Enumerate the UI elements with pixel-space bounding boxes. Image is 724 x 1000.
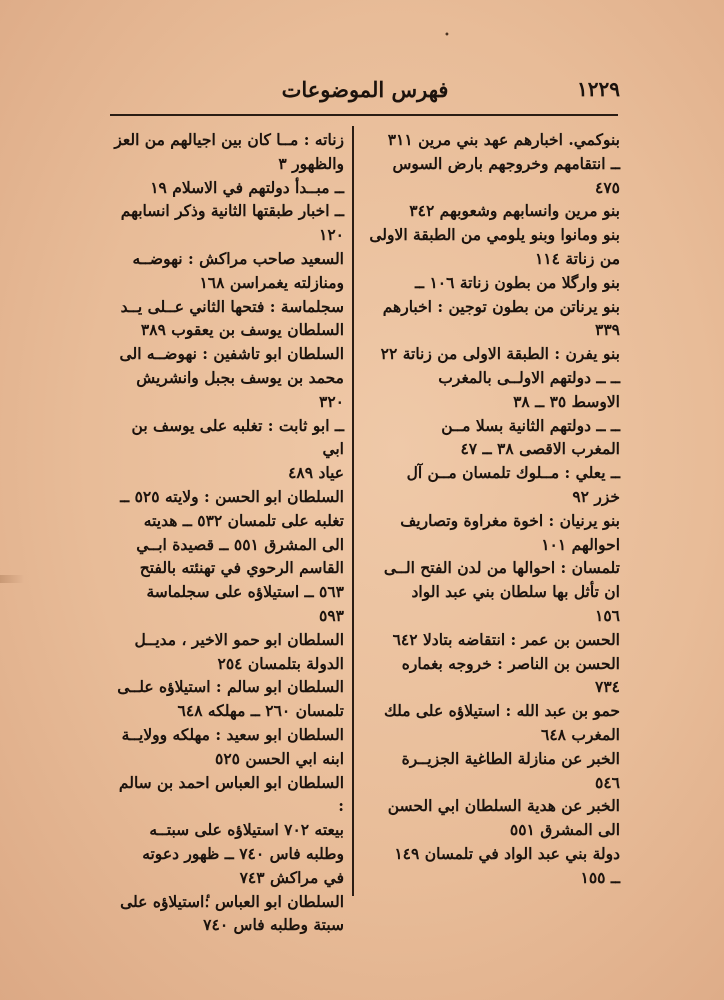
index-entry (112, 247, 344, 295)
index-entry (112, 176, 344, 200)
index-entry-line: الى المشرق ٥٥١ ــ قصيدة ابــي (136, 534, 344, 554)
index-entry-line: ٣٢٠ (319, 391, 344, 411)
index-entry (112, 675, 344, 723)
index-entry-line: السعيد صاحب مراكش : نهوضــه (132, 248, 344, 268)
index-entry (112, 295, 344, 343)
index-entry (362, 556, 620, 627)
index-entry-line: السلطان ابو تاشفين : نهوضــه الى (119, 344, 344, 364)
index-entry-line: تلمسان ٢٦٠ ــ مهلكه ٦٤٨ (177, 701, 344, 721)
index-entry (112, 890, 344, 938)
index-entry (112, 199, 344, 247)
index-entry (362, 461, 620, 509)
index-entry-line: تغلبه على تلمسان ٥٣٢ ــ هديته (143, 510, 344, 530)
index-entry-line: الخبر عن منازلة الطاغية الجزيــرة (401, 748, 620, 768)
index-entry-line: ١٥٦ (595, 605, 620, 625)
index-entry (362, 295, 620, 343)
index-entry (362, 747, 620, 795)
index-entry-line: بنو يرناتن من بطون توجين : اخبارهم (382, 296, 620, 316)
index-entry-line: ٤٧٥ (595, 177, 620, 197)
index-entry-line: من زناتة ١١٤ (534, 248, 620, 268)
index-entry (112, 128, 344, 176)
index-entry (112, 628, 344, 676)
index-entry-line: في مراكش ٧٤٣ (239, 867, 344, 887)
index-entry-line: السلطان ابو سعيد : مهلكه وولايــة (121, 724, 344, 744)
page-fold-mark (0, 575, 24, 583)
index-entry (362, 652, 620, 700)
index-entry-line: ــ مبــدأ دولتهم في الاسلام ١٩ (150, 177, 344, 197)
index-entry-line: السلطان ابو حمو الاخير ، مديــل (134, 629, 344, 649)
index-entry-line: ٣٣٩ (595, 320, 620, 340)
index-entry-line: زناته : مــا كان بين اجيالهم من العز (114, 130, 344, 149)
index-entry-line: الحسن بن عمر : انتقاضه بتادلا ٦٤٢ (392, 629, 620, 649)
index-entry (362, 199, 620, 270)
index-entry-line: ابنه ابي الحسن ٥٢٥ (215, 748, 344, 768)
index-entry (362, 342, 620, 413)
index-entry (362, 509, 620, 557)
index-entry-line: بيعته ٧٠٢ استيلاؤه على سبتــه (149, 820, 344, 840)
index-entry-line: القاسم الرحوي في تهنئته بالفتح (139, 558, 344, 578)
index-entry (362, 794, 620, 842)
index-entry-line: بنو ومانوا وبنو يلومي من الطبقة الاولى (369, 225, 620, 245)
index-entry-line: محمد بن يوسف بجبل وانشريش (136, 367, 344, 387)
index-entry-line: السلطان ابو الحسن : ولايته ٥٢٥ ــ (120, 486, 344, 506)
index-entry (362, 699, 620, 747)
index-entry-line: احوالهم ١٠١ (541, 534, 620, 554)
index-entry (362, 271, 620, 295)
index-entry-line: ٥٦٣ ــ استيلاؤه على سجلماسة (146, 582, 344, 602)
index-entry-line: ــ ١٥٥ (580, 867, 620, 887)
index-entry-line: ١٢٠ (319, 225, 344, 245)
index-entry (362, 842, 620, 890)
index-column-right (362, 128, 620, 890)
index-entry-line: ــ ابو ثابت : تغلبه على يوسف بن ابي (131, 415, 344, 459)
index-entry-line: الى المشرق ٥٥١ (509, 820, 620, 840)
index-entry-line: ان تأثل بها سلطان بني عبد الواد (411, 582, 620, 602)
index-entry-line: سجلماسة : فتحها الثاني عــلى يــد (120, 296, 344, 316)
index-entry-line: الاوسط ٣٥ ــ ٣٨ (513, 391, 620, 411)
index-entry (112, 414, 344, 485)
index-entry (362, 628, 620, 652)
index-entry-line: ٥٩٣ (319, 605, 344, 625)
index-entry (112, 342, 344, 413)
index-entry-line: خزر ٩٢ (572, 486, 620, 506)
index-entry-line: السلطان ابو العباس :ٔاستيلاؤه على (120, 891, 344, 911)
index-entry-line: بنو يفرن : الطبقة الاولى من زناتة ٢٢ (380, 344, 620, 364)
index-entry-line: وطلبه فاس ٧٤٠ ــ ظهور دعوته (142, 843, 344, 863)
page-speck: • (444, 30, 450, 41)
index-entry-line: عياد ٤٨٩ (288, 463, 344, 483)
page-title: فهرس الموضوعات (281, 76, 449, 102)
index-entry (112, 771, 344, 890)
index-entry-line: ومنازلته يغمراسن ١٦٨ (199, 272, 344, 292)
index-entry-line: ٥٤٦ (595, 772, 620, 792)
header-rule (110, 114, 618, 116)
index-entry-line: بنو وارگلا من بطون زناتة ١٠٦ ــ (414, 272, 620, 292)
index-column-left (112, 128, 344, 937)
index-entry-line: دولة بني عبد الواد في تلمسان ١٤٩ (394, 843, 620, 863)
index-entry-line: ــ ــ دولتهم الاولــى بالمغرب (438, 367, 620, 387)
index-entry-line: والظهور ٣ (278, 153, 344, 173)
index-entry-line: حمو بن عبد الله : استيلاؤه على ملك (384, 701, 620, 721)
index-entry-line: ــ اخبار طبقتها الثانية وذكر انسابهم (120, 201, 344, 221)
index-entry-line: الدولة بتلمسان ٢٥٤ (217, 653, 344, 673)
index-entry (362, 128, 620, 199)
index-entry (112, 485, 344, 628)
index-entry-line: ــ يعلي : مــلوك تلمسان مــن آل (406, 463, 620, 483)
index-entry-line: بنو يرنيان : اخوة مغراوة وتصاريف (400, 510, 620, 530)
index-entry-line: تلمسان : احوالها من لدن الفتح الــى (383, 558, 620, 578)
index-entry-line: بنوكمي. اخبارهم عهد بني مرين ٣١١ (387, 130, 620, 149)
index-entry-line: المغرب الاقصى ٣٨ ــ ٤٧ (460, 439, 620, 459)
index-entry-line: السلطان ابو العباس احمد بن سالم : (118, 772, 344, 816)
index-entry-line: سبتة وطلبه فاس ٧٤٠ (203, 915, 344, 935)
index-entry-line: ــ انتقامهم وخروجهم بارض السوس (392, 153, 620, 173)
index-entry-line: الخبر عن هدية السلطان ابي الحسن (387, 796, 620, 816)
index-entry-line: المغرب ٦٤٨ (541, 724, 620, 744)
index-entry-line: بنو مرين وانسابهم وشعوبهم ٣٤٢ (409, 201, 620, 221)
index-entry-line: السلطان ابو سالم : استيلاؤه علــى (117, 677, 344, 697)
index-entry (112, 723, 344, 771)
page-number: ١٢٢٩ (577, 77, 620, 101)
page-header (110, 72, 620, 106)
index-entry (362, 414, 620, 462)
index-entry-line: السلطان يوسف بن يعقوب ٣٨٩ (140, 320, 344, 340)
index-entry-line: الحسن بن الناصر : خروجه بغماره (401, 653, 620, 673)
index-entry-line: ــ ــ دولتهم الثانية بسلا مــن (441, 415, 620, 435)
index-entry-line: ٧٣٤ (595, 677, 620, 697)
column-divider (352, 126, 354, 896)
